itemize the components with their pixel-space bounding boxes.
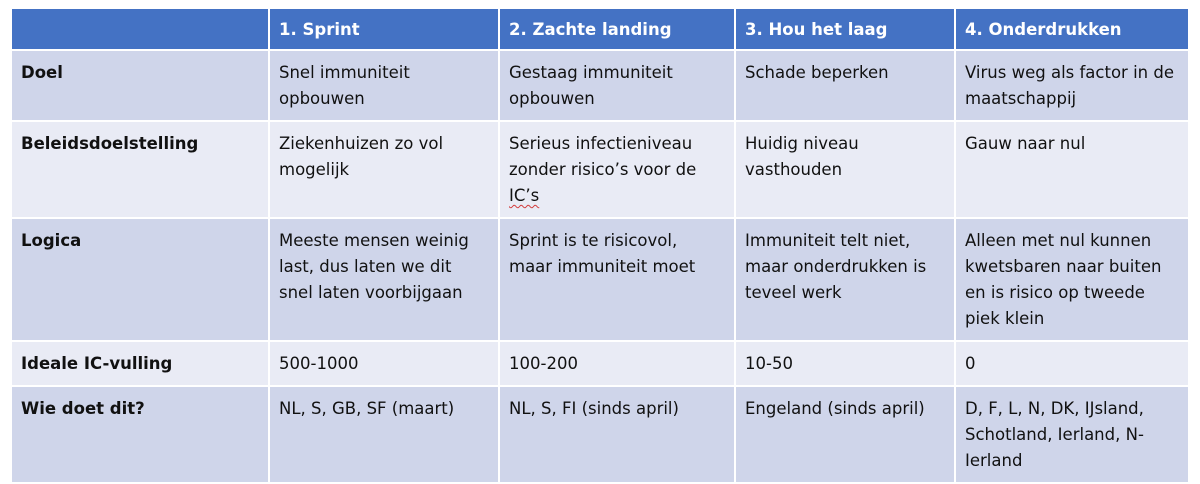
row-label-ideale-ic-vulling: Ideale IC-vulling	[11, 341, 269, 386]
cell-logica-hou-het-laag: Immuniteit telt niet, maar onderdrukken is teveel werk	[735, 218, 955, 341]
cell-beleid-sprint: Ziekenhuizen zo vol mogelijk	[269, 121, 499, 218]
row-logica	[11, 218, 1189, 341]
row-doel	[11, 50, 1189, 121]
row-label-logica: Logica	[11, 218, 269, 341]
cell-doel-zachte-landing: Gestaag immuniteit opbouwen	[499, 50, 735, 121]
cell-ic-zachte-landing: 100-200	[499, 341, 735, 386]
cell-doel-hou-het-laag: Schade beperken	[735, 50, 955, 121]
header-onderdrukken: 4. Onderdrukken	[955, 8, 1189, 50]
cell-beleid-zachte-landing-text: Serieus infectieniveau zonder risico’s voor de	[509, 134, 697, 179]
header-hou-het-laag: 3. Hou het laag	[735, 8, 955, 50]
cell-wie-sprint: NL, S, GB, SF (maart)	[269, 386, 499, 483]
cell-beleid-zachte-landing	[499, 121, 735, 218]
header-row	[11, 8, 1189, 50]
header-zachte-landing: 2. Zachte landing	[499, 8, 735, 50]
row-wie-doet-dit	[11, 386, 1189, 483]
cell-logica-onderdrukken: Alleen met nul kunnen kwetsbaren naar buiten en is risico op tweede piek klein	[955, 218, 1189, 341]
cell-ic-hou-het-laag: 10-50	[735, 341, 955, 386]
cell-doel-onderdrukken: Virus weg als factor in de maatschappij	[955, 50, 1189, 121]
strategy-comparison-table-container	[10, 7, 1188, 484]
cell-ic-onderdrukken: 0	[955, 341, 1189, 386]
cell-wie-zachte-landing: NL, S, FI (sinds april)	[499, 386, 735, 483]
cell-logica-sprint: Meeste mensen weinig last, dus laten we dit snel laten voorbijgaan	[269, 218, 499, 341]
row-label-doel: Doel	[11, 50, 269, 121]
row-beleidsdoelstelling	[11, 121, 1189, 218]
row-ideale-ic-vulling	[11, 341, 1189, 386]
header-corner-cell	[11, 8, 269, 50]
header-sprint: 1. Sprint	[269, 8, 499, 50]
cell-doel-sprint: Snel immuniteit opbouwen	[269, 50, 499, 121]
cell-ic-sprint: 500-1000	[269, 341, 499, 386]
row-label-beleidsdoelstelling: Beleidsdoelstelling	[11, 121, 269, 218]
spellcheck-flagged-word: IC’s	[509, 186, 540, 205]
cell-beleid-onderdrukken: Gauw naar nul	[955, 121, 1189, 218]
cell-beleid-hou-het-laag: Huidig niveau vasthouden	[735, 121, 955, 218]
strategy-comparison-table	[10, 7, 1190, 484]
row-label-wie-doet-dit: Wie doet dit?	[11, 386, 269, 483]
cell-logica-zachte-landing: Sprint is te risicovol, maar immuniteit moet	[499, 218, 735, 341]
cell-wie-hou-het-laag: Engeland (sinds april)	[735, 386, 955, 483]
cell-wie-onderdrukken: D, F, L, N, DK, IJsland, Schotland, Ierland, N-Ierland	[955, 386, 1189, 483]
